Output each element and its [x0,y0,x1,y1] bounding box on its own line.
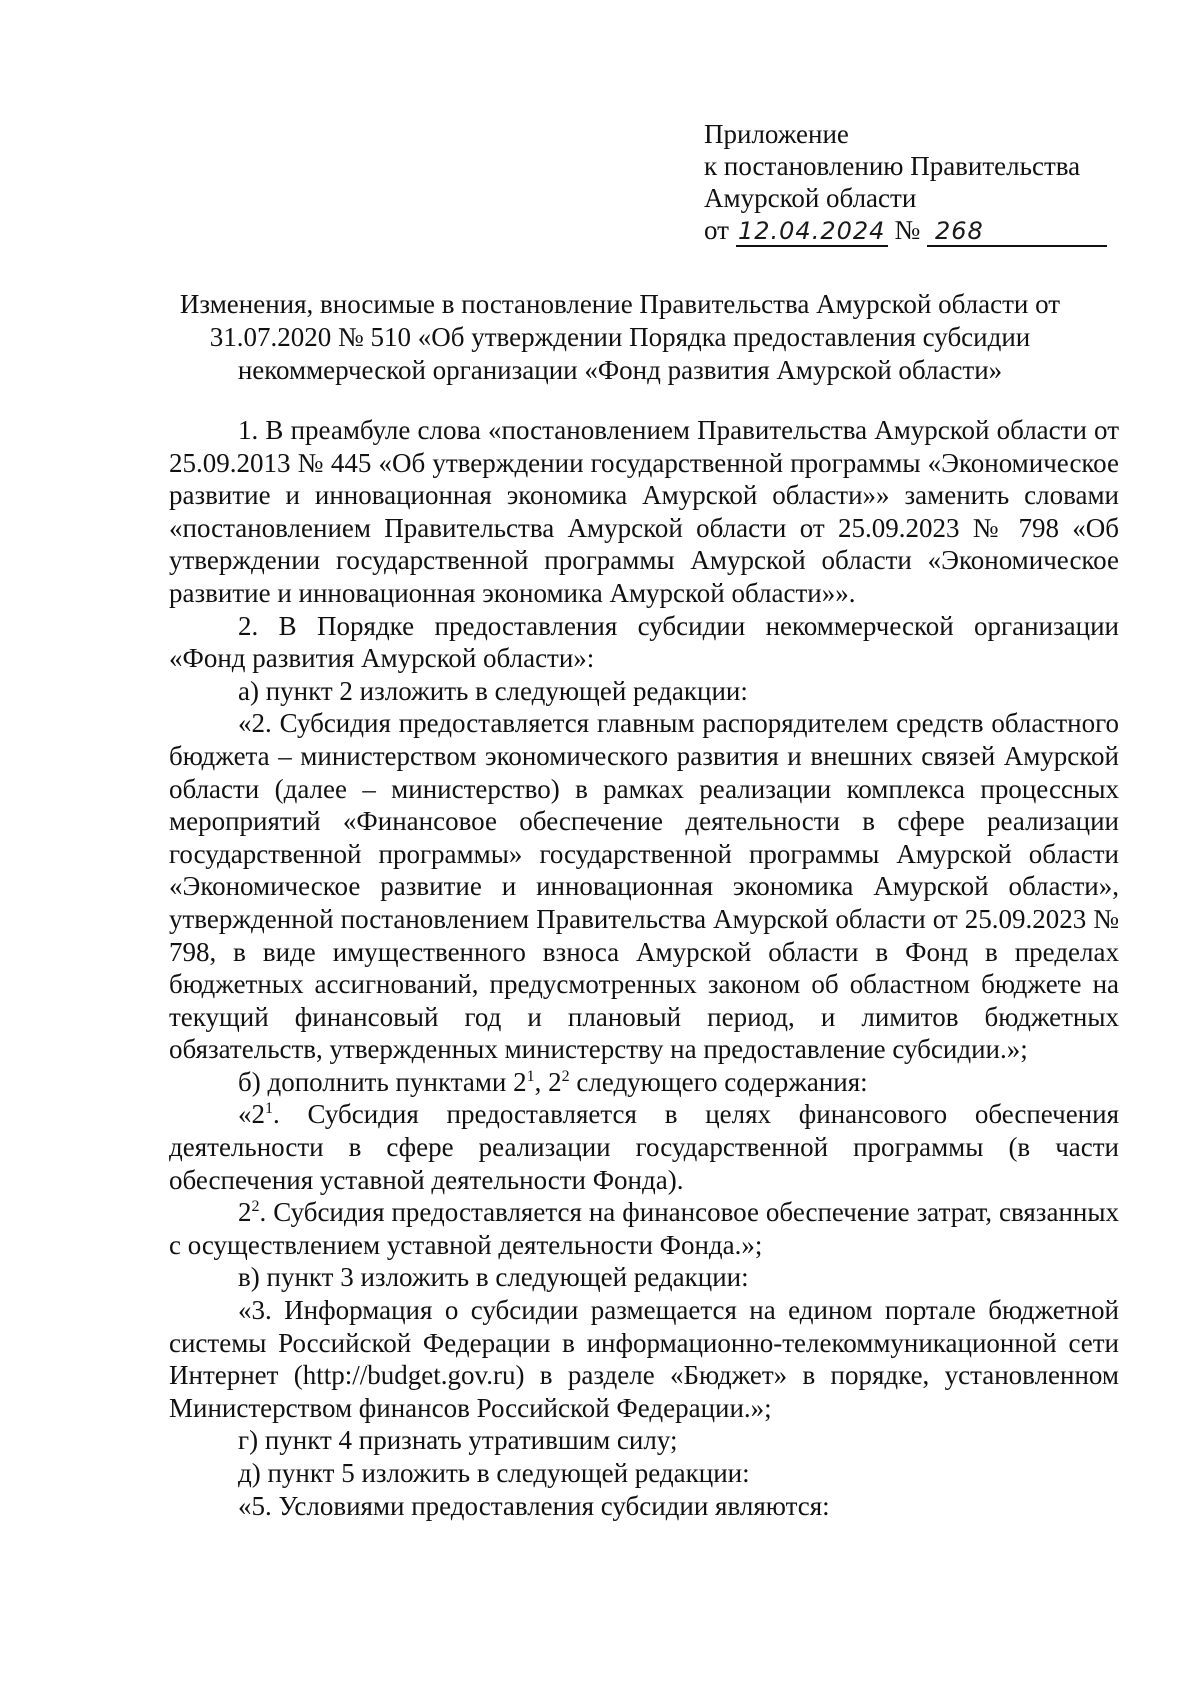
document-title [120,288,1120,387]
p5-text-a: б) дополнить пунктами 2 [238,1066,527,1097]
paragraph-8: в) пункт 3 изложить в следующей редакции: [238,1262,749,1293]
appendix-line-1: Приложение [704,119,849,149]
paragraph-11: д) пункт 5 изложить в следующей редакции: [238,1458,750,1488]
appendix-header [704,118,1144,247]
p6-text-b: . Субсидия предоставляется в целях финансового обеспечения деятельности в сфере реализации государственной программы (в части обеспечения уставной деятельности Фонда). [169,1099,1119,1195]
title-line-1: Изменения, вносимые в постановление Правительства Амурской области от [179,289,1061,319]
p7-superscript: 2 [251,1198,260,1216]
paragraph-7 [169,1196,1119,1261]
paragraph-5 [169,1066,1119,1099]
paragraph-9: «3. Информация о субсидии размещается на едином портале бюджетной системы Российской Федерации в информационно-телекоммуникационной сети Интернет (http://budget.gov.ru) в разделе «Бюджет» в порядке, установленном Министерством финансов Российской Федерации.»; [169,1295,1119,1423]
paragraph-4: «2. Субсидия предоставляется главным распорядителем средств областного бюджета – министерством экономического развития и внешних связей Амурской области (далее – министерство) в рамках реализации комплекса процессных мероприятий «Финансовое обеспечение деятельности в сфере реализации государственной программы» государственной программы Амурской области «Экономическое развитие и инновационная экономика Амурской области», утвержденной постановлением Правительства Амурской области от 25.09.2023 № 798, в виде имущественного взноса Амурской области в Фонд в пределах бюджетных ассигнований, предусмотренных законом об областном бюджете на текущий финансовый год и плановый период, и лимитов бюджетных обязательств, утвержденных министерству на предоставление субсидии.»; [169,708,1119,1065]
paragraph-1: 1. В преамбуле слова «постановлением Правительства Амурской области от 25.09.2013 № 445 «Об утверждении государственной программы «Экономическое развитие и инновационная экономика Амурской области»» заменить словами «постановлением Правительства Амурской области от 25.09.2023 № 798 «Об утверждении государственной программы Амурской области «Экономическое развитие и инновационная экономика Амурской области»». [169,415,1119,608]
handwritten-date: 12.04.2024 [737,217,886,245]
paragraph-2: 2. В Порядке предоставления субсидии некоммерческой организации «Фонд развития Амурской области»: [169,610,1119,674]
p6-superscript: 1 [265,1100,273,1118]
title-line-3: некоммерческой организации «Фонд развития Амурской области» [237,355,1003,385]
paragraph-6 [169,1098,1119,1196]
date-prefix: от [704,215,729,245]
appendix-date-line [704,214,1144,247]
number-field [927,216,1107,247]
paragraph-10: г) пункт 4 признать утратившим силу; [238,1425,678,1456]
paragraph-12: «5. Условиями предоставления субсидии являются: [238,1490,830,1521]
p5-text-c: следующего содержания: [569,1066,868,1097]
appendix-line-2: к постановлению Правительства [704,151,1081,181]
appendix-line-3: Амурской области [704,183,917,213]
handwritten-number: 268 [934,217,984,245]
p5-text-b: , 2 [534,1066,562,1097]
title-line-2: 31.07.2020 № 510 «Об утверждении Порядка предоставления субсидии [209,322,1031,352]
p5-superscript-1: 1 [526,1067,535,1085]
p5-superscript-2: 2 [561,1067,570,1085]
date-field [736,216,888,247]
p7-text-a: 2 [238,1197,252,1228]
document-body [169,414,1119,1522]
p7-text-b: . Субсидия предоставляется на финансовое обеспечение затрат, связанных с осуществлением уставной деятельности Фонда.»; [169,1197,1119,1260]
p6-text-a: «2 [238,1099,265,1130]
paragraph-3: а) пункт 2 изложить в следующей редакции: [238,675,748,706]
number-sign: № [894,215,921,245]
